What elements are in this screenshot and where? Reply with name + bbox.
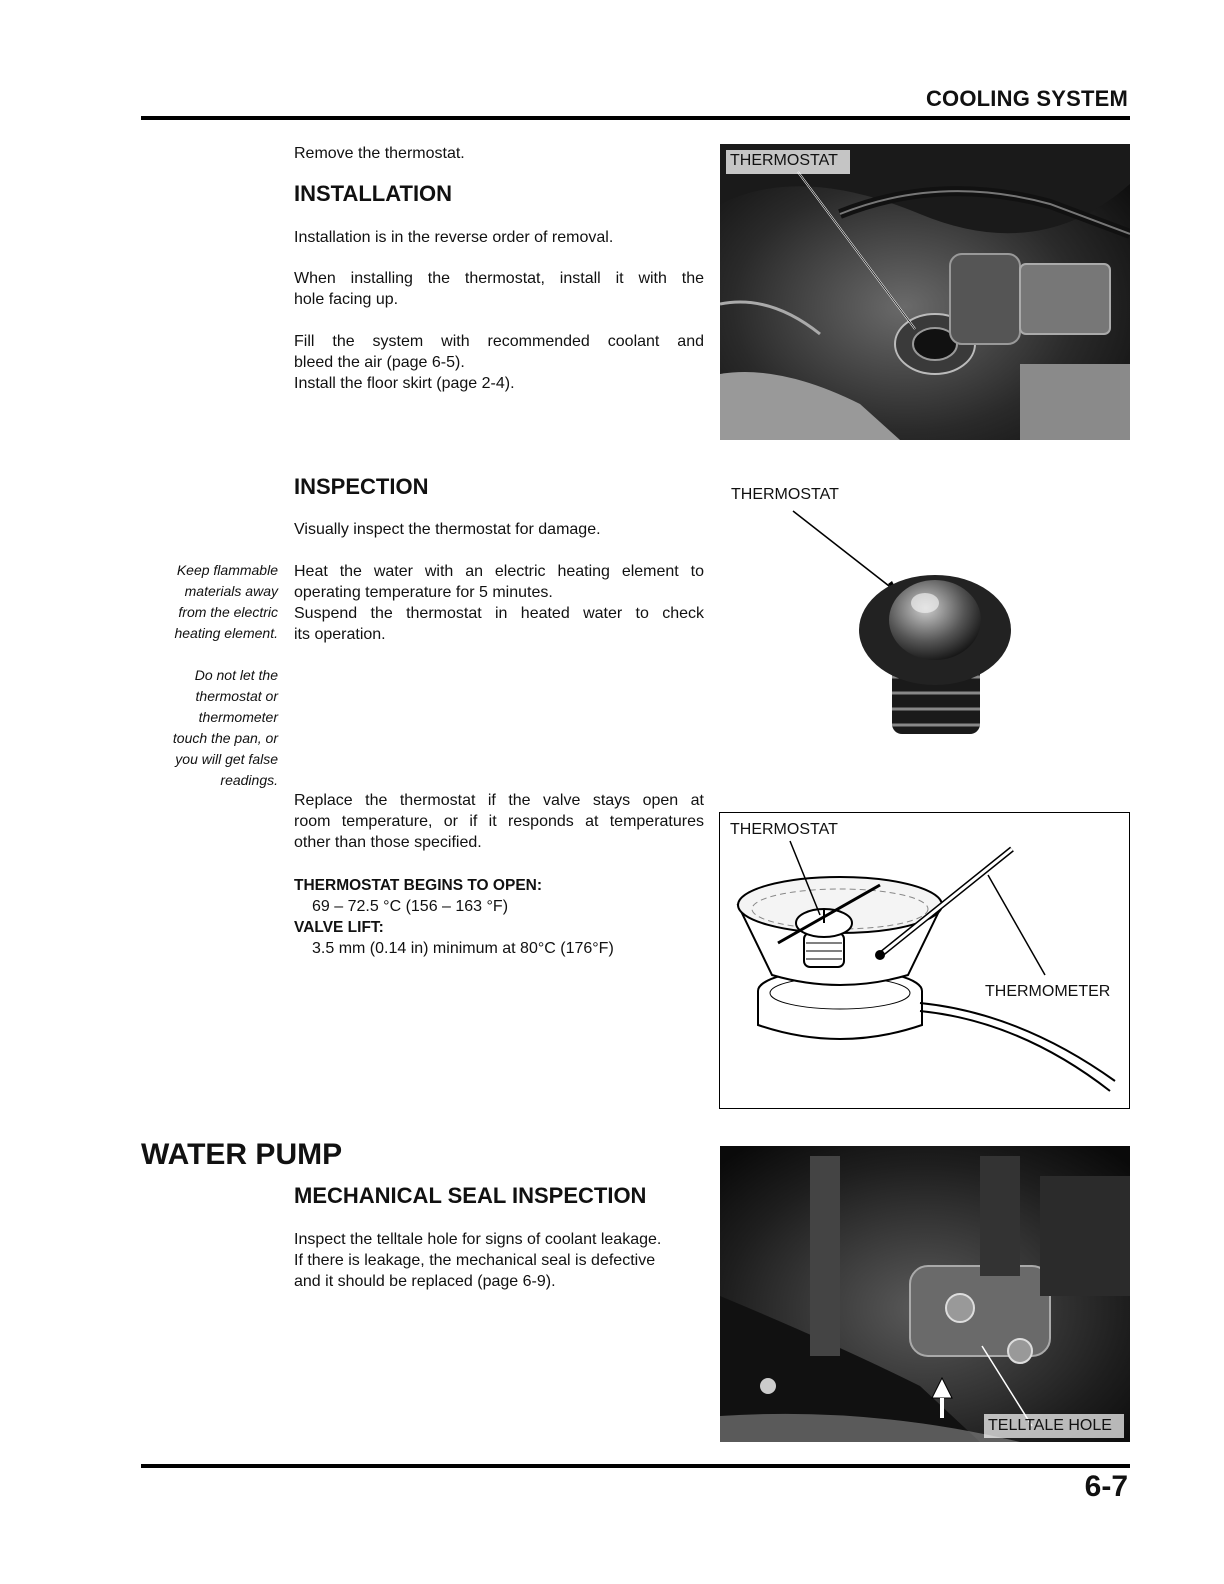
installation-p1: Installation is in the reverse order of removal. (294, 229, 614, 246)
water-pump-p1-line1: Inspect the telltale hole for signs of coolant leakage. (294, 1231, 662, 1248)
spec-block (294, 875, 614, 959)
inspection-p3-line2: room temperature, or if it responds at temperatures (294, 813, 704, 830)
side-note-thermometer (148, 665, 278, 791)
inspection-heading: INSPECTION (294, 474, 429, 499)
installation-p3 (294, 331, 704, 394)
inspection-p2-line3: Suspend the thermostat in heated water to check (294, 605, 704, 622)
spec-open-value: 69 – 72.5 °C (156 – 163 °F) (312, 898, 509, 915)
note-line: Do not let the (194, 667, 278, 683)
heating-test-diagram (719, 812, 1130, 1109)
inspection-p3 (294, 790, 704, 853)
thermostat-photo-label: THERMOSTAT (730, 152, 838, 169)
spec-open-label: THERMOSTAT BEGINS TO OPEN: (294, 877, 543, 894)
header-rule (141, 116, 1130, 120)
spec-lift-value: 3.5 mm (0.14 in) minimum at 80°C (176°F) (312, 940, 614, 957)
inspection-p3-line1: Replace the thermostat if the valve stays open at (294, 792, 704, 809)
note-line: thermometer (198, 709, 278, 725)
page-number: 6-7 (1084, 1470, 1128, 1503)
inspection-p3-line3: other than those specified. (294, 834, 482, 851)
thermostat-illustration (720, 505, 1130, 760)
water-pump-p1-line3: and it should be replaced (page 6-9). (294, 1273, 556, 1290)
thermometer-label: THERMOMETER (985, 983, 1111, 1000)
inspection-p2-line2: operating temperature for 5 minutes. (294, 584, 553, 601)
thermostat-photo (720, 144, 1130, 440)
inspection-p2-line4: its operation. (294, 626, 386, 643)
note-line: touch the pan, or (172, 730, 278, 746)
note-line: heating element. (174, 625, 278, 641)
inspection-p2 (294, 561, 704, 645)
removal-text: Remove the thermostat. (294, 145, 465, 162)
note-line: Keep flammable (176, 562, 278, 578)
note-line: you will get false (175, 751, 278, 767)
inspection-p2-line1: Heat the water with an electric heating element to (294, 563, 704, 580)
thermostat-photo-image (720, 144, 1130, 440)
water-pump-photo (720, 1146, 1130, 1442)
spec-lift-label: VALVE LIFT: (294, 919, 384, 936)
footer-rule (141, 1464, 1130, 1468)
note-line: materials away (184, 583, 278, 599)
installation-p3-line1: Fill the system with recommended coolant and (294, 333, 704, 350)
note-line: readings. (220, 772, 278, 788)
seal-inspection-heading: MECHANICAL SEAL INSPECTION (294, 1183, 647, 1208)
note-line: from the electric (178, 604, 278, 620)
installation-p2-line2: hole facing up. (294, 291, 399, 308)
inspection-p1: Visually inspect the thermostat for damage. (294, 521, 601, 538)
installation-p2 (294, 268, 704, 310)
installation-heading: INSTALLATION (294, 181, 453, 206)
note-line: thermostat or (195, 688, 278, 704)
thermostat-label: THERMOSTAT (731, 486, 839, 503)
thermostat-diagram-label: THERMOSTAT (730, 821, 838, 838)
heating-test-illustration (720, 813, 1129, 1108)
side-note-flammable (148, 560, 278, 644)
section-title: COOLING SYSTEM (925, 86, 1128, 111)
water-pump-heading: WATER PUMP (141, 1138, 343, 1171)
telltale-hole-label: TELLTALE HOLE (988, 1417, 1112, 1434)
water-pump-p1 (294, 1229, 704, 1292)
installation-p3-line3: Install the floor skirt (page 2-4). (294, 375, 515, 392)
installation-p2-line1: When installing the thermostat, install it with the (294, 270, 704, 287)
water-pump-p1-line2: If there is leakage, the mechanical seal is defective (294, 1252, 656, 1269)
water-pump-photo-image (720, 1146, 1130, 1442)
installation-p3-line2: bleed the air (page 6-5). (294, 354, 465, 371)
